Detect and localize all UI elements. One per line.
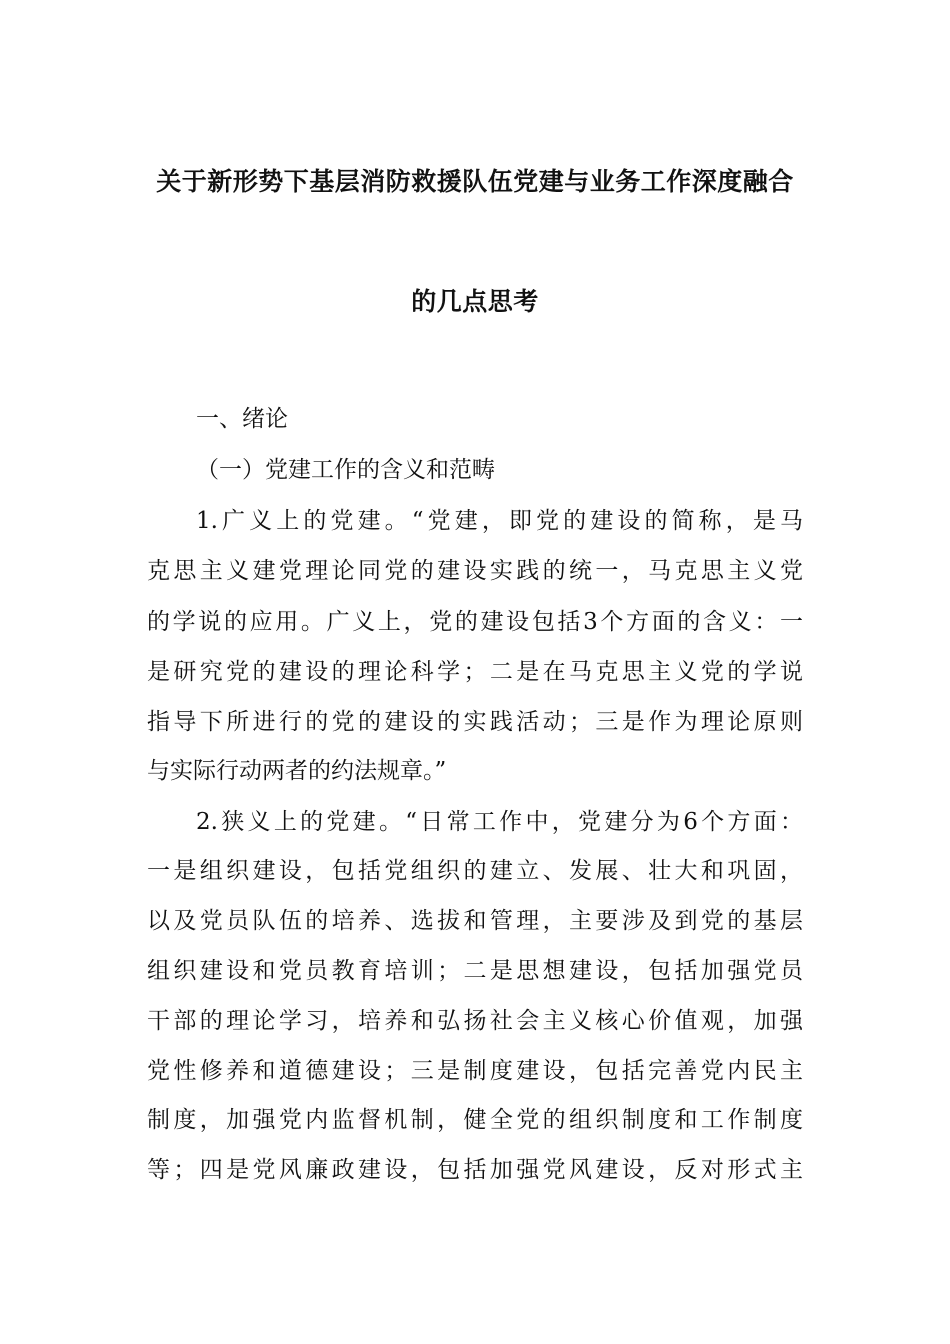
paragraph-line: 干部的理论学习，培养和弘扬社会主义核心价值观，加强 (147, 1008, 803, 1034)
subsection-heading: （一）党建工作的含义和范畴 (196, 457, 495, 483)
paragraph-line: 是研究党的建设的理论科学；二是在马克思主义党的学说 (147, 659, 803, 685)
paragraph-line: 等；四是党风廉政建设，包括加强党风建设，反对形式主 (147, 1157, 803, 1183)
document-title-line-2: 的几点思考 (411, 287, 539, 316)
section-heading: 一、绪论 (196, 406, 288, 432)
paragraph-line: 指导下所进行的党的建设的实践活动；三是作为理论原则 (147, 709, 803, 735)
paragraph-line: 以及党员队伍的培养、选拔和管理，主要涉及到党的基层 (147, 908, 803, 934)
paragraph-line: 与实际行动两者的约法规章。” (147, 758, 447, 784)
paragraph-line: 2.狭义上的党建。“日常工作中，党建分为6个方面： (196, 809, 803, 835)
paragraph-line: 党性修养和道德建设；三是制度建设，包括完善党内民主 (147, 1058, 803, 1084)
paragraph-line: 克思主义建党理论同党的建设实践的统一，马克思主义党 (147, 558, 803, 584)
paragraph-line: 制度，加强党内监督机制，健全党的组织制度和工作制度 (147, 1107, 803, 1133)
paragraph-line: 一是组织建设，包括党组织的建立、发展、壮大和巩固， (147, 858, 803, 884)
paragraph-line: 1.广义上的党建。“党建，即党的建设的简称，是马 (196, 508, 803, 534)
paragraph-line: 的学说的应用。广义上，党的建设包括3个方面的含义：一 (147, 609, 803, 635)
document-title-line-1: 关于新形势下基层消防救援队伍党建与业务工作深度融合 (156, 167, 794, 196)
paragraph-line: 组织建设和党员教育培训；二是思想建设，包括加强党员 (147, 958, 803, 984)
